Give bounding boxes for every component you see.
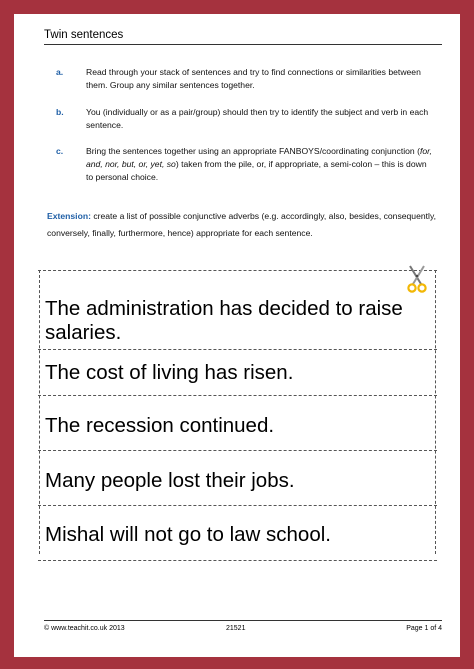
footer-resource-code: 21521: [226, 625, 246, 632]
instruction-letter: a.: [56, 67, 64, 77]
page-title: Twin sentences: [44, 29, 124, 41]
instruction-text-end: ) taken from the pile, or, if appropriate, a semi-colon – this is down to personal choice.: [86, 158, 427, 182]
instruction-list: [56, 66, 436, 183]
cut-line: [38, 560, 437, 561]
instruction-b: [56, 106, 436, 131]
cut-line: [38, 395, 437, 396]
instruction-c: [56, 145, 436, 183]
instruction-letter: b.: [56, 107, 64, 118]
instruction-text: [86, 146, 432, 181]
cut-line: [38, 505, 437, 506]
sentence-cut-strips: [39, 270, 436, 554]
instruction-a: [56, 66, 436, 91]
cut-line: [38, 270, 437, 271]
header-divider: [44, 44, 442, 45]
extension-text: create a list of possible conjunctive adverbs (e.g. accordingly, also, besides, consequently, conversely, finally, furthermore, hence) appropriate for each sentence.: [47, 211, 436, 238]
extension-label: Extension:: [47, 211, 91, 221]
instruction-letter: c.: [56, 146, 64, 157]
sentence-strip-4: Many people lost their jobs.: [45, 469, 295, 492]
conjunction-list: for, and, nor, but, or, yet, so: [86, 146, 432, 169]
sentence-strip-5: Mishal will not go to law school.: [45, 523, 331, 546]
footer-page-number: Page 1 of 4: [406, 625, 442, 632]
footer-copyright: © www.teachit.co.uk 2013: [44, 625, 125, 632]
scissors-icon: [404, 264, 430, 294]
worksheet-page: [14, 14, 460, 657]
instruction-text: Read through your stack of sentences and try to find connections or similarities between them. Group any similar sentences together.: [86, 67, 421, 90]
sentence-strip-3: The recession continued.: [45, 414, 275, 437]
cut-line: [38, 450, 437, 451]
sentence-strip-1: The administration has decided to raise salaries.: [45, 297, 403, 344]
instruction-text: You (individually or as a pair/group) should then try to identify the subject and verb in each sentence.: [86, 107, 429, 130]
instruction-text-start: Bring the sentences together using an appropriate FANBOYS/coordinating conjunction (: [86, 146, 420, 157]
extension-task: [47, 208, 447, 242]
footer-divider: [44, 620, 442, 621]
cut-line: [38, 349, 437, 350]
sentence-strip-2: The cost of living has risen.: [45, 361, 294, 384]
